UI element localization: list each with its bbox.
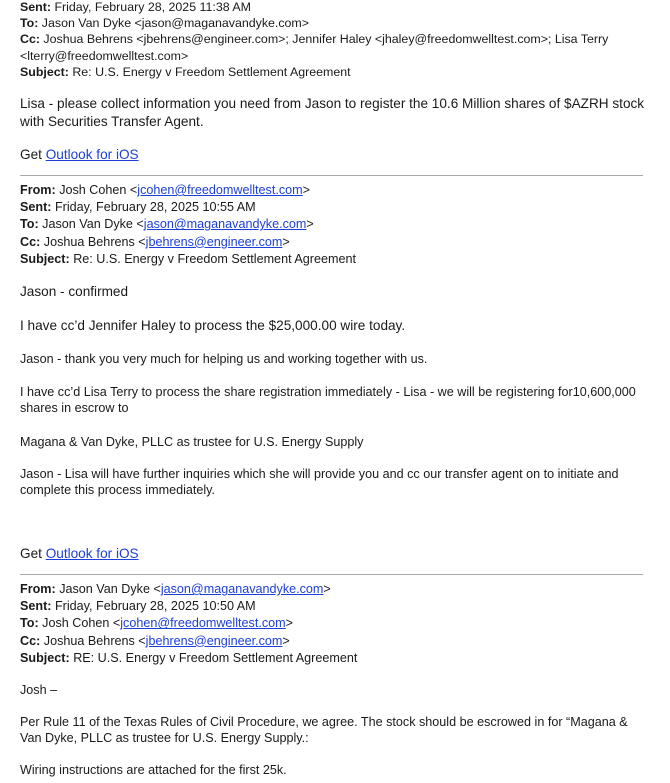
email2-para-4: I have cc’d Lisa Terry to process the share registration immediately - Lisa - we will be registering for10,600,000 shares in escrow to <box>20 385 636 416</box>
email1-cc-line2: <lterry@freedomwelltest.com> <box>20 48 189 63</box>
email3-sent-line: Sent: Friday, February 28, 2025 10:50 AM <box>20 599 256 614</box>
email2-cc-line: Cc: Joshua Behrens <jbehrens@engineer.com> <box>20 234 290 249</box>
outlook-ios-link[interactable]: Outlook for iOS <box>45 147 139 162</box>
email1-body: Lisa - please collect information you need from Jason to register the 10.6 Million shares of $AZRH stock with Securities Transfer Agent. <box>20 96 645 129</box>
email3-cc-email-link[interactable]: jbehrens@engineer.com <box>145 633 283 648</box>
email2-to-line: To: Jason Van Dyke <jason@maganavandyke.com> <box>20 217 314 232</box>
divider <box>20 175 643 176</box>
email2-from-line: From: Josh Cohen <jcohen@freedomwelltest.com> <box>20 183 311 197</box>
email1-cc-line: Cc: Joshua Behrens <jbehrens@engineer.com>; Jennifer Haley <jhaley@freedomwelltest.com>; Lisa Terry <box>20 32 609 47</box>
email2-header <box>20 182 650 268</box>
email3-para-2: Per Rule 11 of the Texas Rules of Civil Procedure, we agree. The stock should be escrowed in for “Magana & Van Dyke, PLLC as trustee for U.S. Energy Supply.: <box>20 715 628 746</box>
email1-signature: Get Outlook for iOS <box>20 147 139 162</box>
email3-to-line: To: Josh Cohen <jcohen@freedomwelltest.com> <box>20 616 293 631</box>
email2-to-email-link[interactable]: jason@maganavandyke.com <box>143 217 307 232</box>
email2-para-1: Jason - confirmed <box>20 284 129 299</box>
email2-sent-line: Sent: Friday, February 28, 2025 10:55 AM <box>20 200 256 215</box>
email3-para-1: Josh – <box>20 683 58 697</box>
email1-subject-line: Subject: Re: U.S. Energy v Freedom Settlement Agreement <box>20 64 351 79</box>
divider <box>20 574 643 575</box>
email3-to-email-link[interactable]: jcohen@freedomwelltest.com <box>120 616 286 631</box>
outlook-ios-link[interactable]: Outlook for iOS <box>45 546 139 561</box>
email2-para-3: Jason - thank you very much for helping us and working together with us. <box>20 352 428 366</box>
email2-subject-line: Subject: Re: U.S. Energy v Freedom Settlement Agreement <box>20 251 356 266</box>
email1-to-line: To: Jason Van Dyke <jason@maganavandyke.com> <box>20 16 309 31</box>
email2-para-5: Magana & Van Dyke, PLLC as trustee for U.S. Energy Supply <box>20 435 364 449</box>
email2-para-2: I have cc’d Jennifer Haley to process the $25,000.00 wire today. <box>20 318 406 333</box>
email1-sent-line: Sent: Friday, February 28, 2025 11:38 AM <box>20 0 251 14</box>
email1-header <box>20 0 650 80</box>
email2-para-6: Jason - Lisa will have further inquiries which she will provide you and cc our transfer agent on to initiate and complete this process immediately. <box>20 467 619 498</box>
email2-signature: Get Outlook for iOS <box>20 546 139 561</box>
email3-cc-line: Cc: Joshua Behrens <jbehrens@engineer.com> <box>20 633 290 648</box>
email2-from-email-link[interactable]: jcohen@freedomwelltest.com <box>137 183 303 197</box>
email3-from-email-link[interactable]: jason@maganavandyke.com <box>160 582 324 596</box>
email2-cc-email-link[interactable]: jbehrens@engineer.com <box>145 234 283 249</box>
email3-from-line: From: Jason Van Dyke <jason@maganavandyke.com> <box>20 582 331 596</box>
email3-para-3: Wiring instructions are attached for the first 25k. <box>20 763 287 777</box>
email3-header <box>20 581 650 667</box>
email3-subject-line: Subject: RE: U.S. Energy v Freedom Settlement Agreement <box>20 650 358 665</box>
